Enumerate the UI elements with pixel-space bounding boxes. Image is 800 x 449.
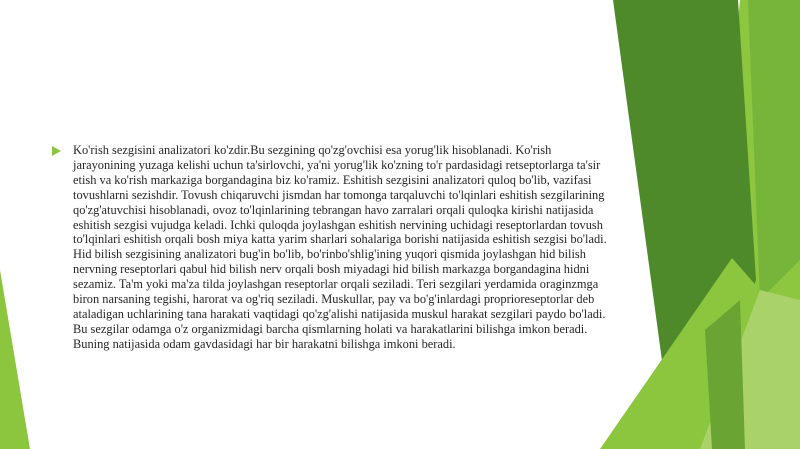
body-paragraph: Ko'rish sezgisini analizatori ko'zdir.Bu sezgining qo'zg'ovchisi esa yorug'lik hisoblanadi. Ko'rish jarayonining yuzaga kelishi uchun ta'sirlovchi, ya'ni yorug'lik ko'zning to'r pardasidagi retseptorlarga ta'sir etish va ko'rish markaziga borgandagina biz ko'ramiz. Eshitish sezgisini analizatori quloq bo'lib, vazifasi tovushlarni sezishdir. Tovush chiqaruvchi jismdan har tomonga tarqaluvchi to'lqinlari eshitish sezgilarining qo'zg'atuvchisi hisoblanadi, ovoz to'lqinlarining tebrangan havo zarralari orqali quloqka kirishi natijasida eshitish sezgisi vujudga keladi. Ichki quloqda joylashgan eshitish nervining uchidagi reseptorlardan tovush to'lqinlari eshitish orqali bosh miya katta yarim sharlari sohalariga borishi natijasida eshitish sezgisi bo'ladi. Hid bilish sezgisining analizatori bug'in bo'lib, bo'rinbo'shlig'ining yuqori qismida joylashgan hid bilish nervning reseptorlari qabul hid bilish nerv orqali bosh miyadagi hid bilish markazga borgandagina hidni sezamiz. Ta'm yoki ma'za tilda joylashgan reseptorlar orqali seziladi. Teri sezgilari yerdamida oraginzmga biron narsaning tegishi, harorat va og'riq seziladi. Muskullar, pay va bo'g'inlardagi proprioreseptorlar deb ataladigan uchlarining tana harakati vaqtidagi qo'zg'alishi natijasida muskul harakat sezgilari paydo bo'ladi. Bu sezgilar odamga o'z organizmidagi barcha qismlarning holati va harakatlarini bilishga imkon beradi. Buning natijasida odam gavdasidagi har bir harakatni bilishga imkoni beradi. bbox=[73, 143, 607, 351]
content-block bbox=[52, 143, 612, 352]
triangle-bullet-icon bbox=[52, 146, 61, 156]
left-green-sliver bbox=[0, 270, 30, 449]
